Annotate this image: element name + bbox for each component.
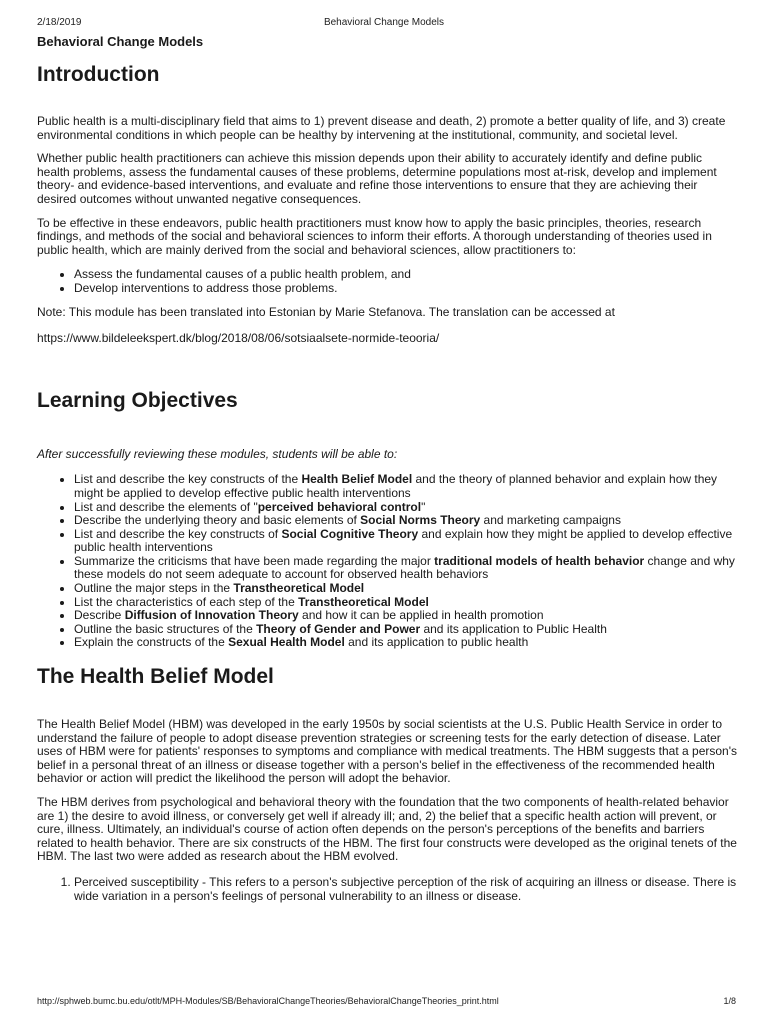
print-footer-page-number: 1/8 <box>723 996 736 1006</box>
heading-learning-objectives: Learning Objectives <box>37 388 238 412</box>
objective-item: • Summarize the criticisms that have been made regarding the major traditional models of health behavior change and why these models do not seem adequate to account for observed health behaviors <box>74 555 737 582</box>
heading-introduction: Introduction <box>37 63 160 86</box>
hbm-construct-item: 1. Perceived susceptibility - This refers to a person's subjective perception of the risk of acquiring an illness or disease. There is wide variation in a person's feelings of personal vulnerability to an illness or disease. <box>74 876 737 903</box>
heading-health-belief-model: The Health Belief Model <box>37 665 274 689</box>
intro-paragraph-1: Public health is a multi-disciplinary field that aims to 1) prevent disease and death, 2) promote a better quality of life, and 3) create environmental conditions in which people can be healthy by intervening at the institutional, community, and societal level. <box>37 114 726 142</box>
intro-paragraph-2: Whether public health practitioners can achieve this mission depends upon their ability to accurately identify and define public health problems, assess the fundamental causes of these problems, determine populations most at-risk, develop and implement theory- and evidence-based interventions, and evaluate and refine those interventions to ensure that they are achieving their desired outcomes without unwanted negative consequences. <box>37 151 717 206</box>
objectives-list <box>37 473 737 650</box>
print-footer-url: http://sphweb.bumc.bu.edu/otlt/MPH-Modules/SB/BehavioralChangeTheories/BehavioralChangeTheories_print.html <box>37 996 499 1006</box>
objective-item: • List and describe the elements of "perceived behavioral control" <box>74 501 737 515</box>
objective-item: • Outline the basic structures of the Theory of Gender and Power and its application to Public Health <box>74 623 737 637</box>
hbm-paragraph-1: The Health Belief Model (HBM) was developed in the early 1950s by social scientists at the U.S. Public Health Service in order to understand the failure of people to adopt disease prevention strategies or screening tests for the early detection of disease. Later uses of HBM were for patients' responses to symptoms and compliance with medical treatments. The HBM suggests that a person's belief in a personal threat of an illness or disease together with a person's belief in the effectiveness of the recommended health behavior or action will predict the likelihood the person will adopt the behavior. <box>37 717 738 786</box>
print-header-date: 2/18/2019 <box>37 17 82 28</box>
intro-bullet: • Develop interventions to address those problems. <box>74 282 737 296</box>
translation-link[interactable]: https://www.bildeleekspert.dk/blog/2018/08/06/sotsiaalsete-normide-teooria/ <box>37 331 440 346</box>
hbm-paragraph-2: The HBM derives from psychological and behavioral theory with the foundation that the two components of health-related behavior are 1) the desire to avoid illness, or conversely get well if already ill; and, 2) the belief that a specific health action will prevent, or cure, illness. Ultimately, an individual's course of action often depends on the person's perceptions of the benefits and barriers related to health behavior. There are six constructs of the HBM. The first four constructs were developed as the original tenets of the HBM. The last two were added as research about the HBM evolved. <box>37 795 737 864</box>
objective-item: • Outline the major steps in the Transtheoretical Model <box>74 582 737 596</box>
intro-bullet: • Assess the fundamental causes of a public health problem, and <box>74 268 737 282</box>
objectives-intro: After successfully reviewing these modules, students will be able to: <box>37 446 398 461</box>
intro-paragraph-3: To be effective in these endeavors, public health practitioners must know how to apply the basic principles, theories, research findings, and methods of the social and behavioral sciences to inform their efforts. A thorough understanding of theories used in public health, which are mainly derived from the social and behavioral sciences, allow practitioners to: <box>37 215 712 257</box>
document-title: Behavioral Change Models <box>37 34 204 49</box>
objective-item: • Describe Diffusion of Innovation Theory and how it can be applied in health promotion <box>74 609 737 623</box>
document-body <box>37 34 737 903</box>
translation-note: Note: This module has been translated into Estonian by Marie Stefanova. The translation can be accessed at <box>37 304 615 319</box>
objective-item: • Explain the constructs of the Sexual Health Model and its application to public health <box>74 636 737 650</box>
objective-item: • List and describe the key constructs of Social Cognitive Theory and explain how they might be applied to develop effective public health interventions <box>74 528 737 555</box>
hbm-constructs-list <box>37 876 737 903</box>
objective-item: • List the characteristics of each step of the Transtheoretical Model <box>74 596 737 610</box>
intro-bullet-list <box>37 268 737 295</box>
objective-item: • Describe the underlying theory and basic elements of Social Norms Theory and marketing campaigns <box>74 514 737 528</box>
objective-item: • List and describe the key constructs of the Health Belief Model and the theory of planned behavior and explain how they might be applied to develop effective public health interventions <box>74 473 737 500</box>
print-header-title: Behavioral Change Models <box>323 17 445 28</box>
